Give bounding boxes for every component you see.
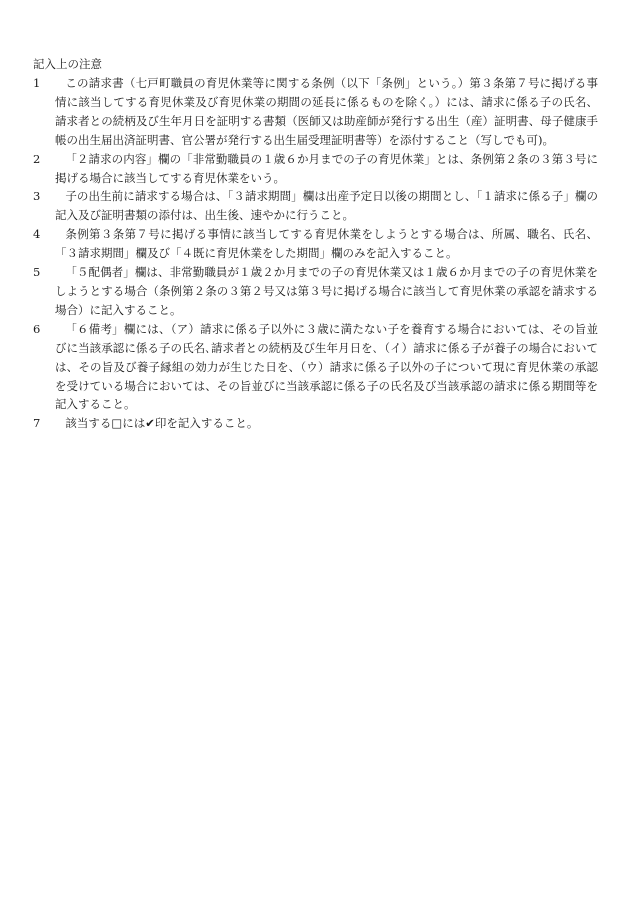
note-number: 2 — [33, 151, 41, 166]
note-item-2 — [33, 150, 598, 188]
note-number: 6 — [33, 321, 41, 336]
note-number: 5 — [33, 265, 41, 280]
note-text: 条例第３条第７号に掲げる事情に該当してする育児休業をしようとする場合は、所属、職名、氏名、「３請求期間」欄及び「４既に育児休業をした期間」欄のみを記入すること。 — [55, 227, 598, 261]
note-text: 「５配偶者」欄は、非常勤職員が１歳２か月までの子の育児休業又は１歳６か月までの子の育児休業をしようとする場合（条例第２条の３第２号又は第３号に掲げる場合に該当して育児休業の承認を請求する場合）に記入すること。 — [55, 265, 598, 317]
note-text: 子の出生前に請求する場合は、「３請求期間」欄は出産予定日以後の期間とし、「１請求に係る子」欄の記入及び証明書類の添付は、出生後、速やかに行うこと。 — [55, 189, 598, 223]
note-text: 「２請求の内容」欄の「非常勤職員の１歳６か月までの子の育児休業」とは、条例第２条の３第３号に掲げる場合に該当してする育児休業をいう。 — [55, 151, 598, 185]
note-text: 「６備考」欄には、（ア）請求に係る子以外に３歳に満たない子を養育する場合においては、その旨並びに当該承認に係る子の氏名､請求者との続柄及び生年月日を､（イ）請求に係る子が養子の場合においては、その旨及び養子縁組の効力が生じた日を、（ウ）請求に係る子以外の子について現に育児休業の承認を受けている場合においては、その旨並びに当該承認に係る子の氏名及び当該承認の請求に係る期間等を記入すること。 — [55, 321, 598, 412]
note-text: この請求書（七戸町職員の育児休業等に関する条例（以下「条例」という。）第３条第７号に掲げる事情に該当してする育児休業及び育児休業の期間の延長に係るものを除く。）には、請求に係る子の氏名、請求者との続柄及び生年月日を証明する書類（医師又は助産師が発行する出生（産）証明書、母子健康手帳の出生届出済証明書、官公署が発行する出生届受理証明書等）を添付すること（写しでも可)。 — [55, 76, 598, 147]
note-item-4 — [33, 225, 598, 263]
note-item-7 — [33, 414, 598, 433]
note-number: 7 — [33, 416, 41, 431]
notes-section — [33, 54, 598, 433]
note-item-5 — [33, 263, 598, 320]
note-item-1 — [33, 74, 598, 150]
note-item-6 — [33, 320, 598, 415]
note-number: 4 — [33, 227, 41, 242]
notes-list — [33, 74, 598, 433]
notes-heading: 記入上の注意 — [33, 57, 102, 71]
note-number: 1 — [33, 76, 41, 90]
note-number: 3 — [33, 189, 41, 204]
note-item-3 — [33, 187, 598, 225]
note-text: 該当する□には✔印を記入すること。 — [65, 416, 259, 431]
